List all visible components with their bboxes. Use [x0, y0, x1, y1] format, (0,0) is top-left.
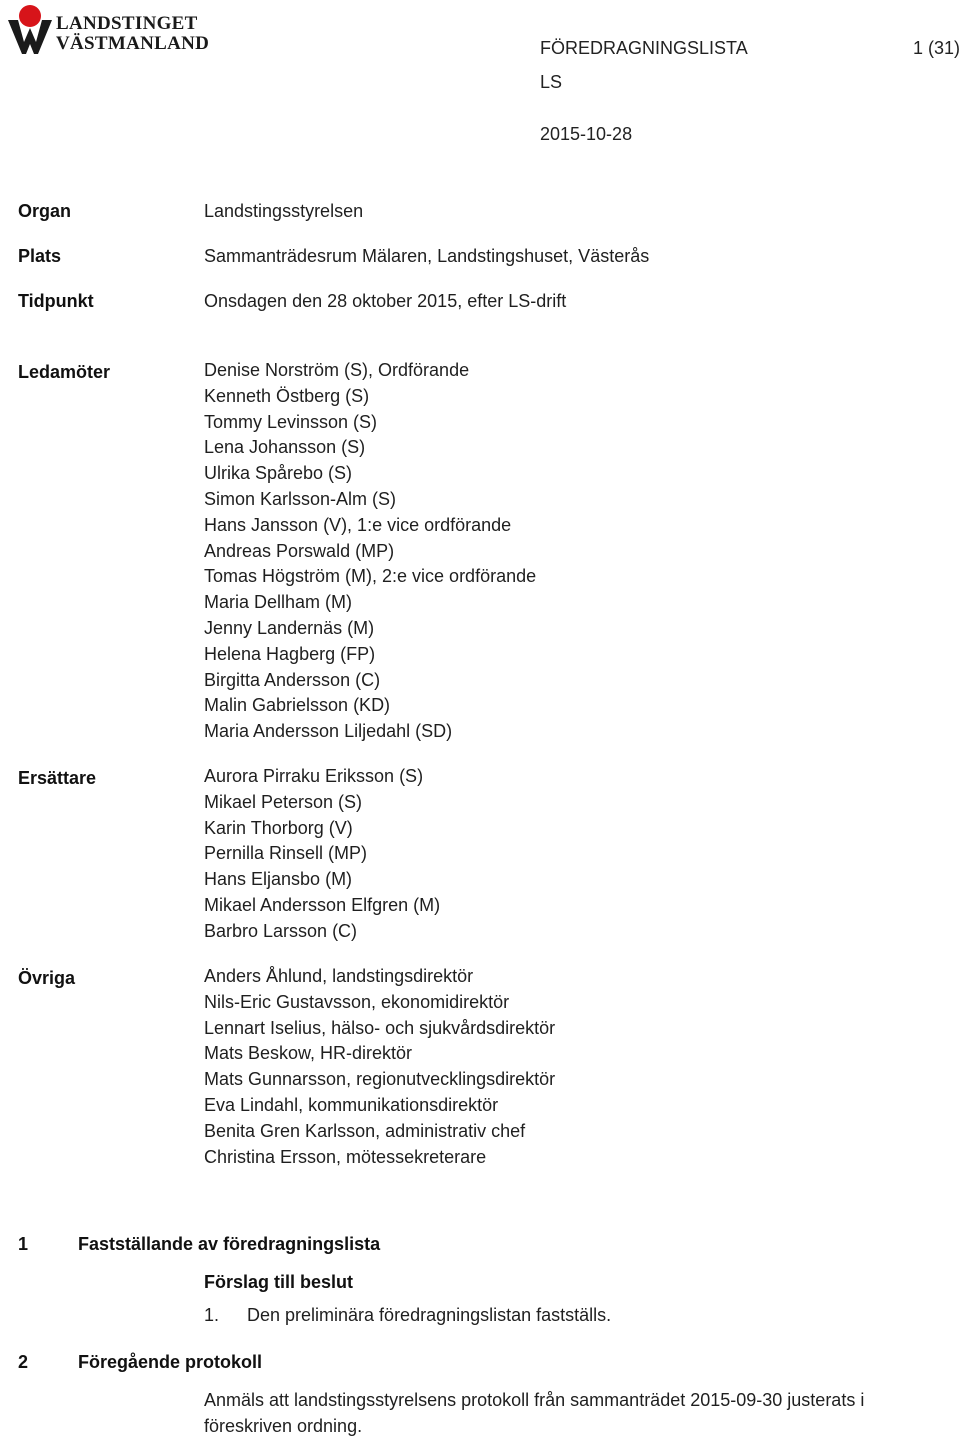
ovriga-list-item: Mats Gunnarsson, regionutvecklingsdirektör [204, 1069, 556, 1090]
section-number: 1 [18, 1234, 29, 1254]
ersattare-list-item: Mikael Peterson (S) [204, 791, 363, 812]
ledamot-list-item: Helena Hagberg (FP) [204, 643, 376, 664]
ovriga-list-item: Nils-Eric Gustavsson, ekonomidirektör [204, 991, 510, 1012]
section-title: Fastställande av föredragningslista [78, 1234, 381, 1254]
ovriga-list-item: Lennart Iselius, hälso- och sjukvårdsdirektör [204, 1017, 556, 1038]
ovriga-list-item: Benita Gren Karlsson, administrativ chef [204, 1120, 526, 1141]
section-subheading: Förslag till beslut [204, 1272, 354, 1292]
document-date: 2015-10-28 [540, 124, 633, 144]
ledamot-list-item: Maria Andersson Liljedahl (SD) [204, 721, 453, 742]
ovriga-label: Övriga [18, 968, 76, 988]
ovriga-list-item: Mats Beskow, HR-direktör [204, 1043, 413, 1064]
logo-line-1: LANDSTINGET [56, 13, 198, 34]
ledamot-list-item: Andreas Porswald (MP) [204, 540, 395, 561]
plats-label: Plats [18, 246, 62, 266]
tidpunkt-value: Onsdagen den 28 oktober 2015, efter LS-drift [204, 291, 567, 311]
ersattare-label: Ersättare [18, 768, 97, 788]
decision-item-number: 1. [204, 1305, 220, 1325]
tidpunkt-label: Tidpunkt [18, 291, 94, 311]
ersattare-list-item: Karin Thorborg (V) [204, 817, 353, 838]
ovriga-list [204, 964, 555, 1170]
ersattare-list-item: Hans Eljansbo (M) [204, 869, 353, 890]
ledamot-list-item: Lena Johansson (S) [204, 437, 366, 458]
ledamot-list-item: Simon Karlsson-Alm (S) [204, 488, 397, 509]
ledamot-list-item: Ulrika Spårebo (S) [204, 463, 353, 484]
logo-emblem-icon [6, 4, 54, 56]
ledamot-list-item: Hans Jansson (V), 1:e vice ordförande [204, 514, 512, 535]
organ-label: Organ [18, 201, 72, 221]
ersattare-list-item: Pernilla Rinsell (MP) [204, 843, 368, 864]
ovriga-list-item: Eva Lindahl, kommunikationsdirektör [204, 1094, 499, 1115]
section-title: Föregående protokoll [78, 1352, 263, 1372]
ledamot-list-item: Malin Gabrielsson (KD) [204, 695, 391, 716]
document-code: LS [540, 72, 563, 92]
ledamoter-list [204, 358, 536, 745]
page-number: 1 (31) [912, 38, 960, 58]
ledamot-list-item: Tomas Högström (M), 2:e vice ordförande [204, 566, 537, 587]
logo-line-2: VÄSTMANLAND [56, 33, 210, 54]
ledamot-list-item: Kenneth Östberg (S) [204, 385, 370, 406]
ersattare-list-item: Aurora Pirraku Eriksson (S) [204, 766, 424, 786]
ovriga-list-item: Christina Ersson, mötessekreterare [204, 1146, 487, 1167]
ledamoter-label: Ledamöter [18, 362, 111, 382]
ledamot-list-item: Jenny Landernäs (M) [204, 617, 375, 638]
ledamot-list-item: Maria Dellham (M) [204, 592, 353, 613]
document-title: FÖREDRAGNINGSLISTA [540, 38, 748, 58]
organization-logo [6, 4, 210, 56]
section-number: 2 [18, 1352, 29, 1372]
plats-value: Sammanträdesrum Mälaren, Landstingshuset, Västerås [204, 246, 650, 266]
ledamot-list-item: Tommy Levinsson (S) [204, 411, 378, 432]
ovriga-list-item: Anders Åhlund, landstingsdirektör [204, 966, 474, 986]
ledamot-list-item: Denise Norström (S), Ordförande [204, 360, 470, 380]
logo-wordmark [56, 13, 210, 54]
decision-item-text: Den preliminära föredragningslistan fastställs. [247, 1305, 612, 1325]
ersattare-list-item: Mikael Andersson Elfgren (M) [204, 894, 441, 915]
section-paragraph: Anmäls att landstingsstyrelsens protokoll från sammanträdet 2015-09-30 justerats i föreskriven ordning. [204, 1390, 865, 1436]
organ-value: Landstingsstyrelsen [204, 201, 364, 221]
ersattare-list [204, 764, 440, 945]
ersattare-list-item: Barbro Larsson (C) [204, 920, 358, 941]
ledamot-list-item: Birgitta Andersson (C) [204, 669, 381, 690]
